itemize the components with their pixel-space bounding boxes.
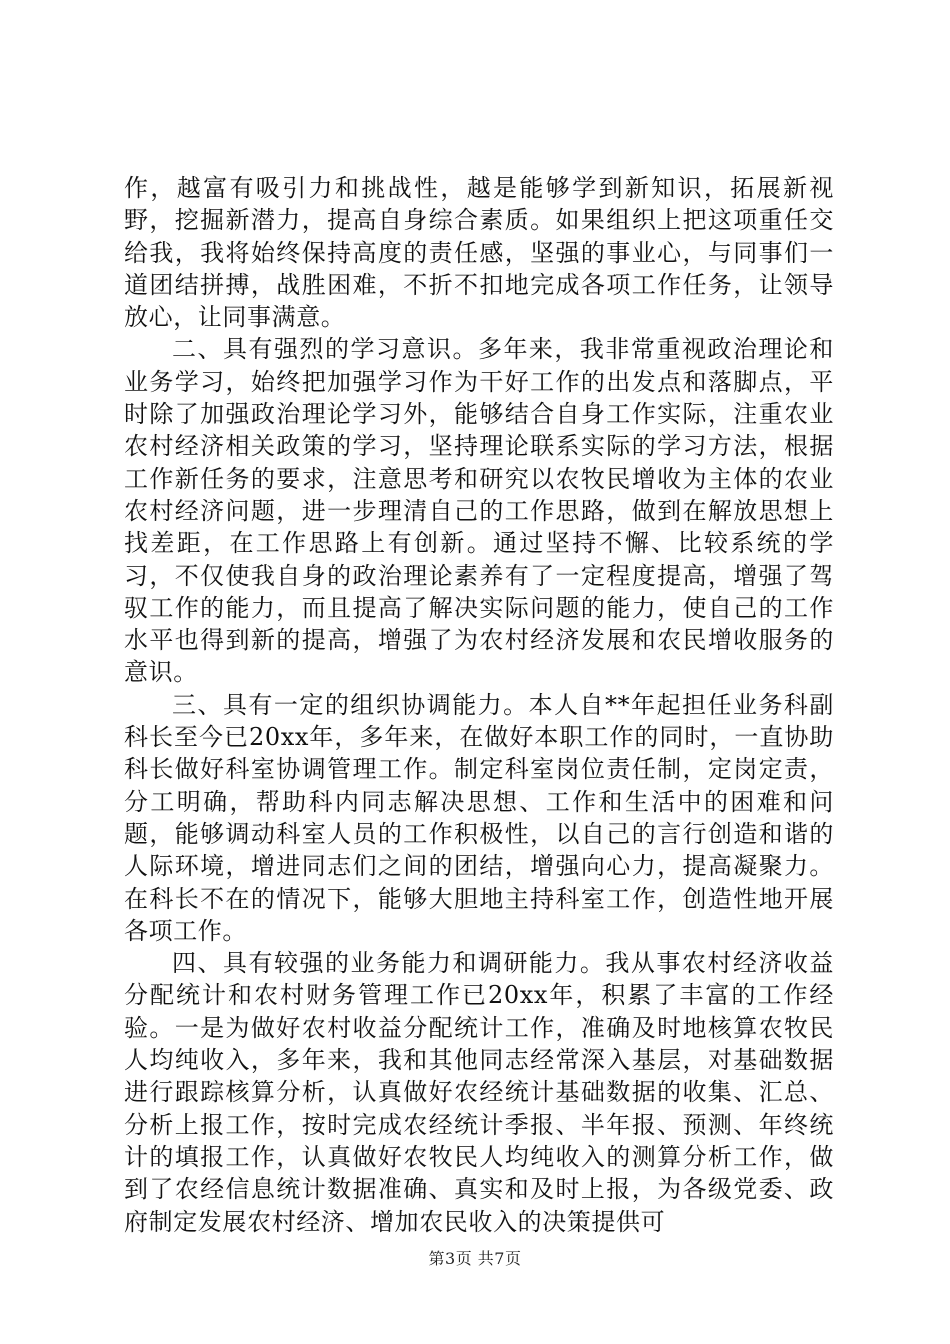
- paragraph-learning-awareness: 二、具有强烈的学习意识。多年来，我非常重视政治理论和业务学习，始终把加强学习作为干好工作的出发点和落脚点，平时除了加强政治理论学习外，能够结合自身工作实际，注重农业农村经济相关政策的学习，坚持理论联系实际的学习方法，根据工作新任务的要求，注意思考和研究以农牧民增收为主体的农业农村经济问题，进一步理清自己的工作思路，做到在解放思想上找差距，在工作思路上有创新。通过坚持不懈、比较系统的学习，不仅使我自身的政治理论素养有了一定程度提高，增强了驾驭工作的能力，而且提高了解决实际问题的能力，使自己的工作水平也得到新的提高，增强了为农村经济发展和农民增收服务的意识。: [124, 335, 834, 687]
- page-number-footer: 第3页 共7页: [428, 1249, 522, 1268]
- paragraph-coordination-ability: 三、具有一定的组织协调能力。本人自**年起担任业务科副科长至今已20xx年，多年来，在做好本职工作的同时，一直协助科长做好科室协调管理工作。制定科室岗位责任制，定岗定责，分工明确，帮助科内同志解决思想、工作和生活中的困难和问题，能够调动科室人员的工作积极性，以自己的言行创造和谐的人际环境，增进同志们之间的团结，增强向心力，提高凝聚力。在科长不在的情况下，能够大胆地主持科室工作，创造性地开展各项工作。: [124, 690, 834, 945]
- document-body: [124, 172, 834, 1238]
- paragraph-business-ability: 四、具有较强的业务能力和调研能力。我从事农村经济收益分配统计和农村财务管理工作已20xx年，积累了丰富的工作经验。一是为做好农村收益分配统计工作，准确及时地核算农牧民人均纯收入，多年来，我和其他同志经常深入基层，对基础数据进行跟踪核算分析，认真做好农经统计基础数据的收集、汇总、分析上报工作，按时完成农经统计季报、半年报、预测、年终统计的填报工作，认真做好农牧民人均纯收入的测算分析工作，做到了农经信息统计数据准确、真实和及时上报，为各级党委、政府制定发展农村经济、增加农民收入的决策提供可: [124, 949, 834, 1236]
- paragraph-continuation: 作，越富有吸引力和挑战性，越是能够学到新知识，拓展新视野，挖掘新潜力，提高自身综合素质。如果组织上把这项重任交给我，我将始终保持高度的责任感，坚强的事业心，与同事们一道团结拼搏，战胜困难，不折不扣地完成各项工作任务，让领导放心，让同事满意。: [124, 174, 834, 332]
